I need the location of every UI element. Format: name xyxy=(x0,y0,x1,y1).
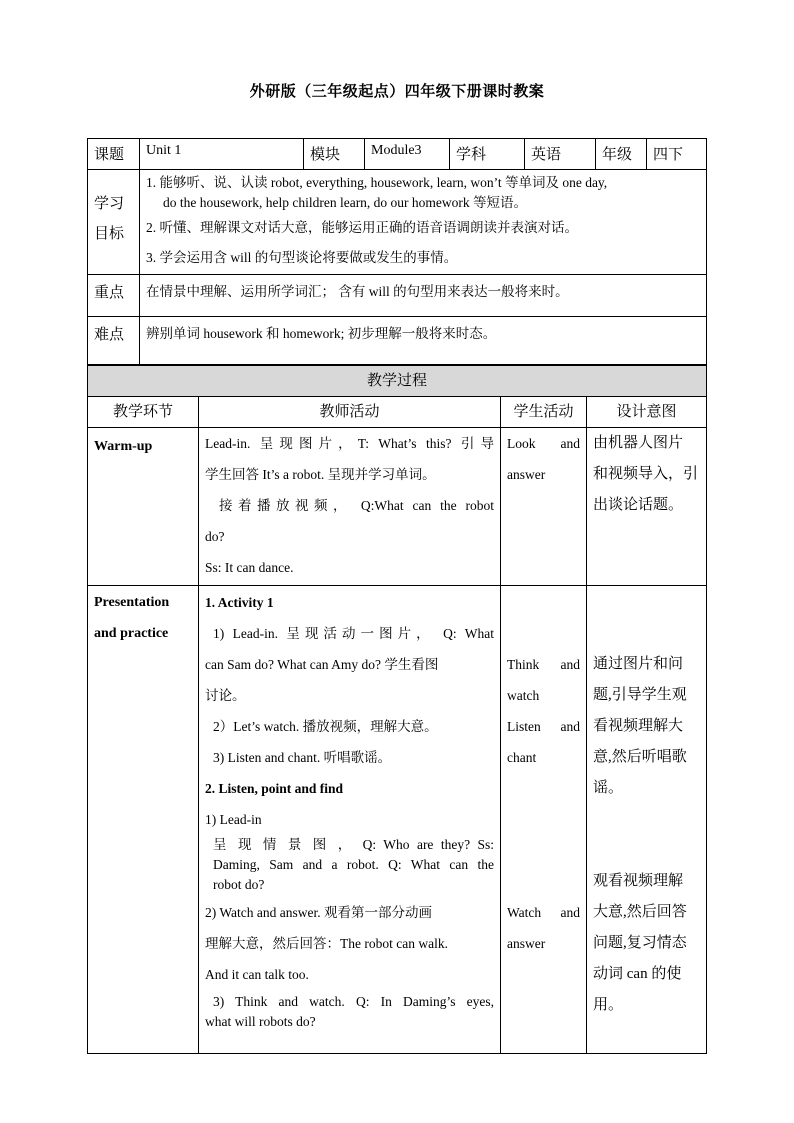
process-heading: 教学过程 xyxy=(88,366,707,397)
warmup-teacher-line: 接着播放视频， Q:What can the robot xyxy=(219,498,494,513)
subject-label: 学科 xyxy=(456,147,487,163)
difficulties-text: 辨别单词 housework 和 homework; 初步理解一般将来时态。 xyxy=(146,326,497,341)
warmup-purpose-line: 出谈论话题。 xyxy=(593,497,684,513)
activity2-step2-line3: And it can talk too. xyxy=(205,967,309,982)
col-header-purpose: 设计意图 xyxy=(587,397,707,428)
grade-value: 四下 xyxy=(653,147,684,163)
activity2-step1-line2: Daming, Sam and a robot. Q: What can the xyxy=(213,857,494,872)
warmup-purpose-line: 和视频导入，引 xyxy=(593,466,699,482)
lesson-info-table xyxy=(87,138,707,365)
objective-1-line2: do the housework, help children learn, do our homework 等短语。 xyxy=(163,195,528,210)
activity2-step2-line2: 理解大意，然后回答：The robot can walk. xyxy=(205,936,448,951)
document-title: 外研版（三年级起点）四年级下册课时教案 xyxy=(249,84,545,100)
student-line: answer xyxy=(507,936,546,951)
warmup-teacher-line: 学生回答 It’s a robot. 呈现并学习单词。 xyxy=(205,467,436,482)
purpose-line: 大意,然后回答 xyxy=(593,904,687,920)
warmup-teacher-line: do? xyxy=(205,529,225,544)
warmup-teacher-line: Ss: It can dance. xyxy=(205,560,294,575)
purpose-line: 动词 can 的使 xyxy=(593,966,682,982)
col-header-teacher: 教师活动 xyxy=(199,397,501,428)
key-points-label: 重点 xyxy=(94,285,125,301)
module-label: 模块 xyxy=(310,147,341,163)
presentation-stage-line2: and practice xyxy=(94,626,169,641)
objectives-label-line1: 学习 xyxy=(94,196,125,212)
warmup-student-line: answer xyxy=(507,467,546,482)
student-line: Listen and xyxy=(507,719,580,734)
student-line: watch xyxy=(507,688,540,703)
activity2-step1-line1: 呈 现 情 景 图 ， Q: Who are they? Ss: xyxy=(213,837,494,852)
activity2-step3-line1: 3) Think and watch. Q: In Daming’s eyes, xyxy=(213,994,494,1009)
warmup-purpose-line: 由机器人图片 xyxy=(593,435,684,451)
activity1-step1-line1: 1) Lead-in. 呈现活动一图片， Q: What xyxy=(213,626,494,641)
grade-label: 年级 xyxy=(602,147,633,163)
objective-1-line1: 1. 能够听、说、认读 robot, everything, housework, learn, won’t 等单词及 one day, xyxy=(146,175,608,190)
objectives-label-line2: 目标 xyxy=(94,226,125,242)
activity2-step1-title: 1) Lead-in xyxy=(205,812,262,827)
presentation-stage-line1: Presentation xyxy=(94,595,170,610)
student-line: Think and xyxy=(507,657,580,672)
purpose-line: 谣。 xyxy=(593,780,624,796)
warmup-purpose xyxy=(587,428,706,521)
subject-value: 英语 xyxy=(531,147,562,163)
module-value: Module3 xyxy=(371,143,422,158)
activity2-title: 2. Listen, point and find xyxy=(205,781,344,796)
process-table xyxy=(87,365,707,1054)
warmup-teacher-line: Lead-in. 呈现图片，T: What’s this? 引导 xyxy=(205,436,494,451)
objectives-content xyxy=(140,170,706,272)
warmup-student-activity xyxy=(501,428,586,490)
objective-3: 3. 学会运用含 will 的句型谈论将要做或发生的事情。 xyxy=(146,250,458,265)
activity2-step3-line2: what will robots do? xyxy=(205,1014,316,1029)
activity1-step1-line3: 讨论。 xyxy=(205,688,246,703)
purpose-line: 问题,复习情态 xyxy=(593,935,687,951)
activity2-step1-line3: robot do? xyxy=(213,877,265,892)
purpose-line: 用。 xyxy=(593,997,624,1013)
activity1-step3: 3) Listen and chant. 听唱歌谣。 xyxy=(213,750,392,765)
col-header-stage: 教学环节 xyxy=(88,397,199,428)
presentation-purpose xyxy=(587,586,706,1021)
topic-label: 课题 xyxy=(94,147,125,163)
presentation-teacher-activity xyxy=(199,586,500,1032)
student-line: Watch and xyxy=(507,905,580,920)
purpose-line: 意,然后听唱歌 xyxy=(593,749,687,765)
purpose-line: 通过图片和问 xyxy=(593,656,684,672)
warmup-student-line: Look and xyxy=(507,436,580,451)
activity2-step1-body xyxy=(205,835,494,895)
purpose-line: 看视频理解大 xyxy=(593,718,684,734)
warmup-stage: Warm-up xyxy=(94,439,153,454)
student-line: chant xyxy=(507,750,537,765)
activity1-step2: 2）Let’s watch. 播放视频，理解大意。 xyxy=(213,719,438,734)
presentation-stage xyxy=(88,586,198,655)
activity1-title: 1. Activity 1 xyxy=(205,595,274,610)
key-points-text: 在情景中理解、运用所学词汇； 含有 will 的句型用来表达一般将来时。 xyxy=(146,284,569,299)
objectives-label xyxy=(88,170,139,249)
difficulties-label: 难点 xyxy=(94,327,125,343)
activity1-step1-line2: can Sam do? What can Amy do? 学生看图 xyxy=(205,657,439,672)
topic-value: Unit 1 xyxy=(146,143,182,158)
purpose-line: 题,引导学生观 xyxy=(593,687,687,703)
objective-2: 2. 听懂、理解课文对话大意，能够运用正确的语音语调朗读并表演对话。 xyxy=(146,220,578,235)
warmup-teacher-activity xyxy=(199,428,500,583)
purpose-line: 观看视频理解 xyxy=(593,873,684,889)
col-header-student: 学生活动 xyxy=(501,397,587,428)
presentation-student-activity xyxy=(501,586,586,959)
activity2-step2-line1: 2) Watch and answer. 观看第一部分动画 xyxy=(205,905,433,920)
